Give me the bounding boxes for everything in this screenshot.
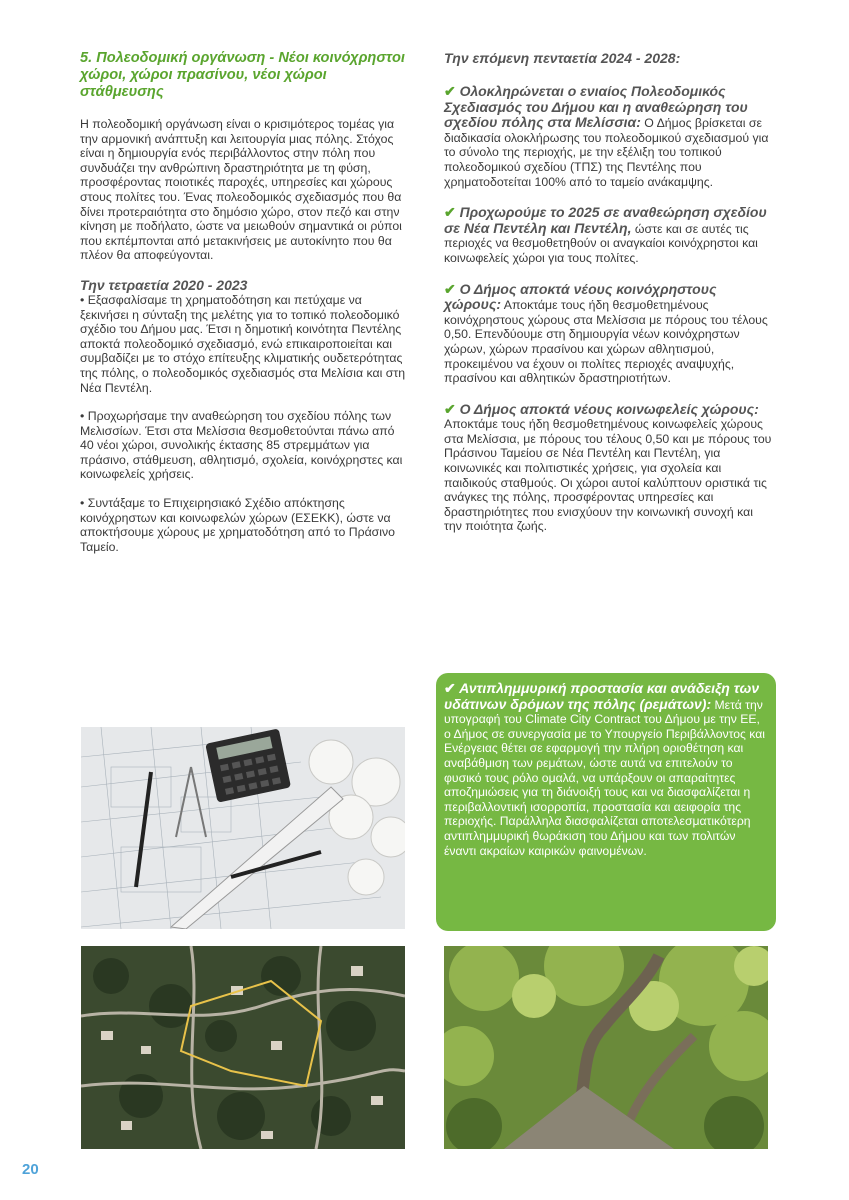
page-number: 20 [22, 1161, 39, 1178]
left-column [80, 50, 410, 568]
item-revision-2025 [444, 205, 774, 265]
check-icon: ✔ [444, 280, 456, 297]
period-heading-2024: Την επόμενη πενταετία 2024 - 2028: [444, 50, 681, 66]
check-icon: ✔ [444, 204, 456, 221]
stream-forest-photo [444, 946, 768, 1149]
bullet-eseek: • Συντάξαμε το Επιχειρησιακό Σχέδιο απόκτησης κοινόχρηστων και κοινωφελών χώρων (ΕΣΕΚΚ), ώστε να αποκτήσουμε χώρους με χρηματοδότηση από το Πράσινο Ταμείο. [80, 496, 395, 554]
section-heading: 5. Πολεοδομική οργάνωση - Νέοι κοινόχρηστοι χώροι, χώροι πρασίνου, νέοι χώροι στάθμευσης [80, 50, 405, 100]
item-public-benefit-spaces [444, 402, 774, 534]
item-common-spaces [444, 282, 774, 386]
box-text: Μετά την υπογραφή του Climate City Contract του Δήμου με την ΕΕ, ο Δήμος σε συνεργασία με το Υπουργείο Περιβάλλοντος και Ενέργειας θέτει σε εφαρμογή την πλήρη οριοθέτηση και αναβάθμιση των ρεμάτων, ώστε αυτά να επιτελούν το φυσικό τους ρόλο ομαλά, να υπάρξουν οι απαραίτητες αποζημιώσεις για τη διάνοιξή τους και να διασφαλίζεται η περιβαλλοντική ισορροπία, προστασία και αειφορία της περιοχής. Παράλληλα διασφαλίζεται αποτελεσματικότερη αντιπλημμυρική θωράκιση του Δήμου και των πολιτών έναντι ακραίων καιρικών φαινομένων. [444, 697, 766, 858]
flood-protection-box [436, 673, 776, 931]
item-text: Ο Δήμος βρίσκεται σε διαδικασία ολοκλήρωσης του πολεοδομικού σχεδιασμού για το σύνολο της περιοχής, με την εξέλιξη του τοπικού πολεοδομικού σχεδίου (ΤΠΣ) της Πεντέλης που χρηματοδοτείται 100% από το ταμείο ανάκαμψης. [444, 116, 769, 189]
bullet-funding: • Εξασφαλίσαμε τη χρηματοδότηση και πετύχαμε να ξεκινήσει η σύνταξη της μελέτης για το τοπικό πολεοδομικό σχέδιο του Δήμου μας. Έτσι η δημοτική κοινότητα Πεντέλης αποκτά πολεοδομικό σχεδιασμό, ενώ επικαιροποιείται και συμβαδίζει με το στόχο επίτευξης κλιματικής ουδετερότητας της πόλης, ο πολεοδομικός σχεδιασμός στα Μελίσια και στη Νέα Πεντέλη. [80, 292, 406, 395]
blueprints-photo [81, 727, 405, 929]
bullet-melissia-revision: • Προχωρήσαμε την αναθεώρηση του σχεδίου πόλης των Μελισσίων. Έτσι στα Μελίσσια θεσμοθετούνται πάνω από 40 νέοι χώροι, συνολικής έκτασης 85 στρεμμάτων για πράσινο, στάθμευση, αθλητισμό, σχολεία, κοινόχρηστες και κοινωφελείς χρήσεις. [80, 409, 403, 482]
check-icon: ✔ [444, 83, 456, 99]
check-icon: ✔ [444, 400, 456, 417]
item-lead: Ολοκληρώνεται ο ενιαίος Πολεοδομικός Σχεδιασμός του Δήμου και η αναθεώρηση του σχεδίου πόλης στα Μελίσσια: [444, 83, 748, 131]
item-lead: Προχωρούμε το 2025 σε αναθεώρηση σχεδίου σε Νέα Πεντέλη και Πεντέλη, [444, 204, 767, 236]
item-text: ώστε και σε αυτές τις περιοχές να θεσμοθετηθούν οι αναγκαίοι κοινόχρηστοι και κοινωφελείς χώροι για τους πολίτες. [444, 221, 758, 265]
intro-paragraph: Η πολεοδομική οργάνωση είναι ο κρισιμότερος τομέας για την αρμονική ανάπτυξη και λειτουργία μιας πόλης. Στόχος είναι η δημιουργία ενός περιβάλλοντος στην πόλη που συνδυάζει την ανθρώπινη δραστηριότητα με τη φύση, προσφέροντας ποιοτικές παροχές, υπηρεσίες και χώρους στους πολίτες του. Ένας πολεοδομικός σχεδιασμός που θα δίνει προτεραιότητα στο δημόσιο χώρο, στον πεζό και στην κίνηση με ποδήλατο, ώστε να μειωθούν σημαντικά οι ρύποι που εκπέμπονται από μετακινήσεις με αυτοκίνητο που θα πλέον θα αποφεύγονται. [80, 117, 402, 263]
box-lead: Αντιπλημμυρική προστασία και ανάδειξη των υδάτινων δρόμων της πόλης (ρεμάτων): [444, 680, 760, 712]
check-icon: ✔ [444, 680, 456, 696]
item-urban-planning [444, 84, 774, 189]
aerial-photo [81, 946, 405, 1149]
right-column [444, 50, 774, 534]
item-lead: Ο Δήμος αποκτά νέους κοινωφελείς χώρους: [459, 400, 759, 417]
item-text: Αποκτάμε τους ήδη θεσμοθετημένους κοινωφελείς χώρους στα Μελίσσια, με πόρους του τέλους 0,50 και με πόρους του Πράσινου Ταμείου σε Νέα Πεντέλη και Πεντέλη, για κοινωνικές και πολιτιστικές χρήσεις, για σχολεία και παιδικούς σταθμούς. Οι χώροι αυτοί καλύπτουν οριστικά τις ανάγκες της πόλης, προσφέροντας υπηρεσίες και δραστηριότητες που ενισχύουν την κοινωνική συνοχή και την ποιότητα ζωής. [444, 417, 772, 534]
item-lead: Ο Δήμος αποκτά νέους κοινόχρηστους χώρους: [444, 280, 717, 313]
period-heading-2020: Την τετραετία 2020 - 2023 [80, 276, 248, 293]
item-text: Αποκτάμε τους ήδη θεσμοθετημένους κοινόχρηστους χώρους στα Μελίσσια με πόρους του τέλους 0,50. Επενδύουμε στη δημιουργία νέων κοινόχρηστων χώρων, χώρων πρασίνου και χώρων αθλητισμού, προκειμένου να έχουν οι πολίτες περιοχές αναψυχής, πρασίνου και αθλητικών δραστηριοτήτων. [444, 298, 768, 386]
